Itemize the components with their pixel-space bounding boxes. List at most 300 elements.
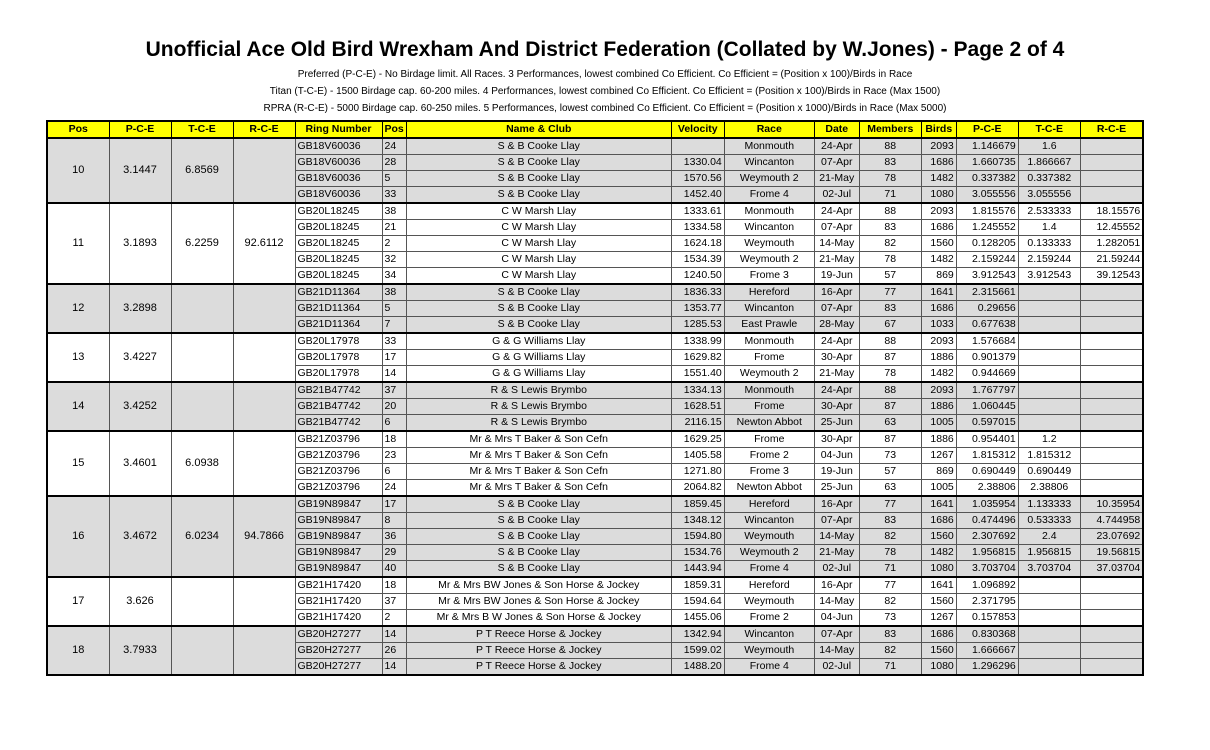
group-pce: 3.7933 [109,626,171,675]
cell-race-rce [1080,594,1143,610]
cell-birds: 2093 [921,138,956,155]
cell-race-pos: 17 [382,350,406,366]
cell-race-pos: 6 [382,415,406,432]
cell-ring-number: GB21H17420 [295,577,382,594]
cell-race-tce: 3.703704 [1018,561,1080,578]
cell-date: 14-May [814,594,859,610]
cell-name-club: Mr & Mrs BW Jones & Son Horse & Jockey [406,577,671,594]
cell-race-pce: 0.128205 [956,236,1018,252]
table-row [47,203,1143,220]
cell-date: 19-Jun [814,464,859,480]
cell-race-pos: 20 [382,399,406,415]
cell-race-pos: 26 [382,643,406,659]
cell-velocity [671,138,724,155]
cell-race-rce [1080,317,1143,334]
col-header-velocity: Velocity [671,121,724,138]
cell-members: 78 [859,252,921,268]
cell-race-tce [1018,610,1080,627]
cell-ring-number: GB20L17978 [295,366,382,383]
cell-date: 07-Apr [814,155,859,171]
cell-date: 16-Apr [814,577,859,594]
cell-velocity: 1452.40 [671,187,724,204]
group-tce [171,626,233,675]
cell-name-club: Mr & Mrs BW Jones & Son Horse & Jockey [406,594,671,610]
cell-race-pos: 23 [382,448,406,464]
cell-birds: 2093 [921,333,956,350]
cell-race-pce: 2.315661 [956,284,1018,301]
cell-race-rce [1080,155,1143,171]
cell-race-rce: 19.56815 [1080,545,1143,561]
cell-race: Weymouth [724,643,814,659]
cell-race-tce [1018,350,1080,366]
cell-members: 57 [859,464,921,480]
cell-birds: 1560 [921,594,956,610]
cell-race-pos: 5 [382,171,406,187]
cell-race-tce: 2.533333 [1018,203,1080,220]
group-rce [233,284,295,333]
cell-date: 21-May [814,366,859,383]
cell-race: Hereford [724,284,814,301]
group-rce [233,382,295,431]
cell-date: 14-May [814,236,859,252]
cell-ring-number: GB21B47742 [295,399,382,415]
cell-race-rce: 21.59244 [1080,252,1143,268]
cell-race-rce: 10.35954 [1080,496,1143,513]
cell-ring-number: GB18V60036 [295,171,382,187]
cell-members: 71 [859,561,921,578]
table-row [47,431,1143,448]
cell-race-tce: 1.956815 [1018,545,1080,561]
competitor-group [47,382,1143,431]
cell-birds: 1886 [921,399,956,415]
cell-ring-number: GB20L18245 [295,220,382,236]
cell-members: 57 [859,268,921,285]
cell-name-club: G & G Williams Llay [406,333,671,350]
cell-race-rce [1080,431,1143,448]
cell-members: 83 [859,626,921,643]
cell-race: Monmouth [724,138,814,155]
cell-birds: 2093 [921,382,956,399]
cell-birds: 1560 [921,236,956,252]
cell-race-rce: 1.282051 [1080,236,1143,252]
cell-race-pce: 0.597015 [956,415,1018,432]
cell-name-club: Mr & Mrs T Baker & Son Cefn [406,448,671,464]
competitor-group [47,577,1143,626]
cell-race-pce: 0.954401 [956,431,1018,448]
cell-name-club: Mr & Mrs T Baker & Son Cefn [406,480,671,497]
cell-members: 78 [859,366,921,383]
cell-velocity: 1629.82 [671,350,724,366]
cell-birds: 1005 [921,480,956,497]
cell-date: 14-May [814,529,859,545]
cell-members: 83 [859,513,921,529]
cell-birds: 1482 [921,545,956,561]
cell-date: 07-Apr [814,301,859,317]
cell-race-pce: 1.096892 [956,577,1018,594]
cell-race: Monmouth [724,382,814,399]
cell-race-pce: 1.146679 [956,138,1018,155]
cell-members: 77 [859,284,921,301]
cell-race: Weymouth [724,529,814,545]
cell-race-pce: 1.666667 [956,643,1018,659]
cell-ring-number: GB19N89847 [295,496,382,513]
cell-members: 83 [859,155,921,171]
cell-ring-number: GB20L17978 [295,333,382,350]
cell-race-tce: 2.4 [1018,529,1080,545]
cell-race-tce [1018,659,1080,676]
group-pce: 3.4227 [109,333,171,382]
cell-members: 83 [859,301,921,317]
cell-race-tce: 1.6 [1018,138,1080,155]
cell-velocity: 1285.53 [671,317,724,334]
col-header-race: Race [724,121,814,138]
cell-race: Monmouth [724,203,814,220]
cell-race-rce: 37.03704 [1080,561,1143,578]
group-rce [233,138,295,203]
cell-race-rce [1080,138,1143,155]
cell-name-club: S & B Cooke Llay [406,513,671,529]
cell-race-pce: 2.371795 [956,594,1018,610]
cell-name-club: R & S Lewis Brymbo [406,399,671,415]
cell-birds: 1886 [921,350,956,366]
cell-race-pos: 32 [382,252,406,268]
competitor-group [47,333,1143,382]
cell-ring-number: GB21Z03796 [295,464,382,480]
cell-race-pce: 1.815576 [956,203,1018,220]
cell-members: 71 [859,659,921,676]
cell-members: 82 [859,236,921,252]
cell-birds: 1482 [921,252,956,268]
cell-race-tce: 1.815312 [1018,448,1080,464]
cell-velocity: 1455.06 [671,610,724,627]
cell-race: Weymouth [724,594,814,610]
cell-race-pce: 0.157853 [956,610,1018,627]
cell-race-pos: 37 [382,382,406,399]
cell-race-rce [1080,626,1143,643]
rule-rpra: RPRA (R-C-E) - 5000 Birdage cap. 60-250 miles. 5 Performances, lowest combined Co Efficient. Co Efficient = (Position x 1000)/Birds in Race (Max 5000) [263,103,947,114]
cell-birds: 1686 [921,301,956,317]
cell-name-club: S & B Cooke Llay [406,187,671,204]
col-header-birds: Birds [921,121,956,138]
cell-members: 82 [859,594,921,610]
cell-race-pce: 0.337382 [956,171,1018,187]
cell-velocity: 1405.58 [671,448,724,464]
cell-ring-number: GB21B47742 [295,415,382,432]
rule-preferred: Preferred (P-C-E) - No Birdage limit. All Races. 3 Performances, lowest combined Co Efficient. Co Efficient = (Position x 100)/Birds in Race [297,69,913,80]
group-pos: 14 [47,382,109,431]
group-pce: 3.4672 [109,496,171,577]
cell-velocity: 1271.80 [671,464,724,480]
cell-race-pos: 18 [382,431,406,448]
cell-name-club: R & S Lewis Brymbo [406,415,671,432]
rule-titan: Titan (T-C-E) - 1500 Birdage cap. 60-200 miles. 4 Performances, lowest combined Co Efficient. Co Efficient = (Position x 100)/Birds in Race (Max 1500) [269,86,941,97]
cell-ring-number: GB20H27277 [295,626,382,643]
cell-birds: 869 [921,268,956,285]
cell-race-pos: 18 [382,577,406,594]
table-row [47,284,1143,301]
cell-race: Newton Abbot [724,480,814,497]
competitor-group [47,626,1143,675]
cell-race-tce [1018,415,1080,432]
cell-ring-number: GB21Z03796 [295,480,382,497]
cell-members: 87 [859,350,921,366]
cell-birds: 1686 [921,626,956,643]
cell-ring-number: GB20H27277 [295,659,382,676]
cell-race-rce [1080,399,1143,415]
group-rce [233,577,295,626]
cell-ring-number: GB19N89847 [295,545,382,561]
cell-name-club: R & S Lewis Brymbo [406,382,671,399]
cell-members: 71 [859,187,921,204]
cell-members: 88 [859,382,921,399]
cell-date: 07-Apr [814,626,859,643]
cell-race-pce: 1.956815 [956,545,1018,561]
page-title: Unofficial Ace Old Bird Wrexham And District Federation (Collated by W.Jones) - Page 2 of 4 [145,38,1065,61]
cell-race-rce: 39.12543 [1080,268,1143,285]
cell-race: Monmouth [724,333,814,350]
group-tce [171,577,233,626]
cell-race: Wincanton [724,301,814,317]
cell-race: Frome 2 [724,610,814,627]
cell-velocity: 1353.77 [671,301,724,317]
cell-name-club: S & B Cooke Llay [406,301,671,317]
cell-name-club: C W Marsh Llay [406,203,671,220]
cell-velocity: 1334.58 [671,220,724,236]
cell-date: 24-Apr [814,203,859,220]
cell-race-tce: 0.133333 [1018,236,1080,252]
cell-ring-number: GB21D11364 [295,284,382,301]
cell-date: 02-Jul [814,561,859,578]
cell-birds: 1686 [921,155,956,171]
cell-race-pce: 1.060445 [956,399,1018,415]
results-table [46,120,1144,676]
col-header-race-pce: P-C-E [956,121,1018,138]
cell-race-pce: 0.677638 [956,317,1018,334]
cell-birds: 1560 [921,529,956,545]
cell-date: 25-Jun [814,480,859,497]
table-row [47,496,1143,513]
cell-velocity: 2116.15 [671,415,724,432]
group-pos: 16 [47,496,109,577]
cell-date: 24-Apr [814,138,859,155]
cell-birds: 1686 [921,220,956,236]
cell-velocity: 1488.20 [671,659,724,676]
cell-velocity: 1534.76 [671,545,724,561]
table-row [47,138,1143,155]
col-header-pce: P-C-E [109,121,171,138]
cell-race-pos: 8 [382,513,406,529]
cell-race-pos: 14 [382,659,406,676]
cell-race-rce [1080,577,1143,594]
cell-race-rce: 12.45552 [1080,220,1143,236]
group-rce [233,333,295,382]
group-pce: 3.2898 [109,284,171,333]
cell-race: Wincanton [724,155,814,171]
competitor-group [47,496,1143,577]
cell-ring-number: GB20L18245 [295,252,382,268]
group-tce: 6.0938 [171,431,233,496]
cell-date: 25-Jun [814,415,859,432]
cell-birds: 2093 [921,203,956,220]
cell-race-tce: 1.133333 [1018,496,1080,513]
competitor-group [47,138,1143,203]
cell-race-rce: 23.07692 [1080,529,1143,545]
cell-date: 30-Apr [814,399,859,415]
cell-race-pce: 1.815312 [956,448,1018,464]
cell-race-pce: 3.703704 [956,561,1018,578]
table-row [47,333,1143,350]
cell-name-club: P T Reece Horse & Jockey [406,643,671,659]
group-pos: 10 [47,138,109,203]
cell-date: 02-Jul [814,187,859,204]
group-pos: 17 [47,577,109,626]
cell-date: 04-Jun [814,448,859,464]
col-header-ring-number: Ring Number [295,121,382,138]
cell-velocity: 1240.50 [671,268,724,285]
cell-race-pos: 40 [382,561,406,578]
cell-race: Frome [724,399,814,415]
cell-members: 82 [859,643,921,659]
cell-ring-number: GB19N89847 [295,561,382,578]
table-row [47,577,1143,594]
cell-race-pos: 2 [382,236,406,252]
cell-members: 63 [859,480,921,497]
cell-velocity: 1836.33 [671,284,724,301]
cell-members: 77 [859,577,921,594]
cell-members: 67 [859,317,921,334]
cell-name-club: S & B Cooke Llay [406,155,671,171]
cell-birds: 1886 [921,431,956,448]
cell-members: 88 [859,203,921,220]
cell-birds: 1560 [921,643,956,659]
cell-ring-number: GB21H17420 [295,594,382,610]
cell-date: 30-Apr [814,350,859,366]
cell-name-club: S & B Cooke Llay [406,138,671,155]
cell-race: Frome [724,431,814,448]
cell-race-tce: 0.690449 [1018,464,1080,480]
cell-race: Weymouth 2 [724,252,814,268]
cell-ring-number: GB20L18245 [295,203,382,220]
cell-date: 02-Jul [814,659,859,676]
cell-date: 04-Jun [814,610,859,627]
group-tce: 6.2259 [171,203,233,284]
col-header-race-tce: T-C-E [1018,121,1080,138]
cell-race: Frome 3 [724,464,814,480]
cell-race-pce: 0.29656 [956,301,1018,317]
cell-velocity: 1330.04 [671,155,724,171]
cell-name-club: C W Marsh Llay [406,268,671,285]
cell-name-club: S & B Cooke Llay [406,284,671,301]
col-header-date: Date [814,121,859,138]
cell-ring-number: GB20H27277 [295,643,382,659]
col-header-tce: T-C-E [171,121,233,138]
cell-velocity: 1551.40 [671,366,724,383]
cell-name-club: S & B Cooke Llay [406,529,671,545]
cell-race: Wincanton [724,626,814,643]
cell-date: 16-Apr [814,496,859,513]
cell-birds: 1641 [921,577,956,594]
cell-race-tce: 3.055556 [1018,187,1080,204]
group-tce [171,333,233,382]
cell-date: 07-Apr [814,220,859,236]
cell-race-pce: 1.767797 [956,382,1018,399]
cell-name-club: S & B Cooke Llay [406,545,671,561]
cell-race-pos: 38 [382,284,406,301]
cell-race-tce [1018,382,1080,399]
cell-velocity: 1624.18 [671,236,724,252]
cell-birds: 1686 [921,513,956,529]
cell-race-tce [1018,366,1080,383]
group-pce: 3.4601 [109,431,171,496]
cell-members: 78 [859,171,921,187]
cell-race-pce: 0.830368 [956,626,1018,643]
cell-date: 21-May [814,545,859,561]
col-header-race-rce: R-C-E [1080,121,1143,138]
cell-members: 83 [859,220,921,236]
cell-velocity: 1859.45 [671,496,724,513]
cell-race-rce: 18.15576 [1080,203,1143,220]
cell-race-rce [1080,610,1143,627]
cell-members: 87 [859,431,921,448]
cell-race: Newton Abbot [724,415,814,432]
cell-race-pos: 5 [382,301,406,317]
group-pos: 18 [47,626,109,675]
group-pos: 12 [47,284,109,333]
cell-race: Frome 4 [724,659,814,676]
cell-race-pos: 33 [382,333,406,350]
cell-velocity: 1599.02 [671,643,724,659]
cell-ring-number: GB21D11364 [295,317,382,334]
cell-birds: 1267 [921,610,956,627]
table-row [47,382,1143,399]
cell-date: 16-Apr [814,284,859,301]
cell-race: Hereford [724,577,814,594]
group-pos: 11 [47,203,109,284]
cell-race: Weymouth 2 [724,366,814,383]
cell-race-tce [1018,284,1080,301]
cell-ring-number: GB19N89847 [295,513,382,529]
cell-race-pos: 14 [382,366,406,383]
cell-race-pce: 0.944669 [956,366,1018,383]
cell-race-pce: 3.055556 [956,187,1018,204]
cell-race-pce: 3.912543 [956,268,1018,285]
cell-date: 28-May [814,317,859,334]
cell-name-club: S & B Cooke Llay [406,496,671,513]
cell-members: 73 [859,610,921,627]
cell-birds: 1033 [921,317,956,334]
col-header-rce: R-C-E [233,121,295,138]
cell-race-pos: 29 [382,545,406,561]
group-pos: 15 [47,431,109,496]
group-pce: 3.4252 [109,382,171,431]
cell-race: Frome 3 [724,268,814,285]
cell-race-pce: 2.307692 [956,529,1018,545]
cell-velocity: 1348.12 [671,513,724,529]
cell-race: Frome 4 [724,187,814,204]
group-rce [233,431,295,496]
cell-name-club: G & G Williams Llay [406,350,671,366]
col-header-race-pos: Pos [382,121,406,138]
cell-ring-number: GB18V60036 [295,138,382,155]
cell-members: 87 [859,399,921,415]
cell-birds: 1080 [921,561,956,578]
cell-members: 82 [859,529,921,545]
group-pce: 3.626 [109,577,171,626]
cell-race-rce [1080,171,1143,187]
cell-date: 30-Apr [814,431,859,448]
cell-ring-number: GB21B47742 [295,382,382,399]
competitor-group [47,284,1143,333]
